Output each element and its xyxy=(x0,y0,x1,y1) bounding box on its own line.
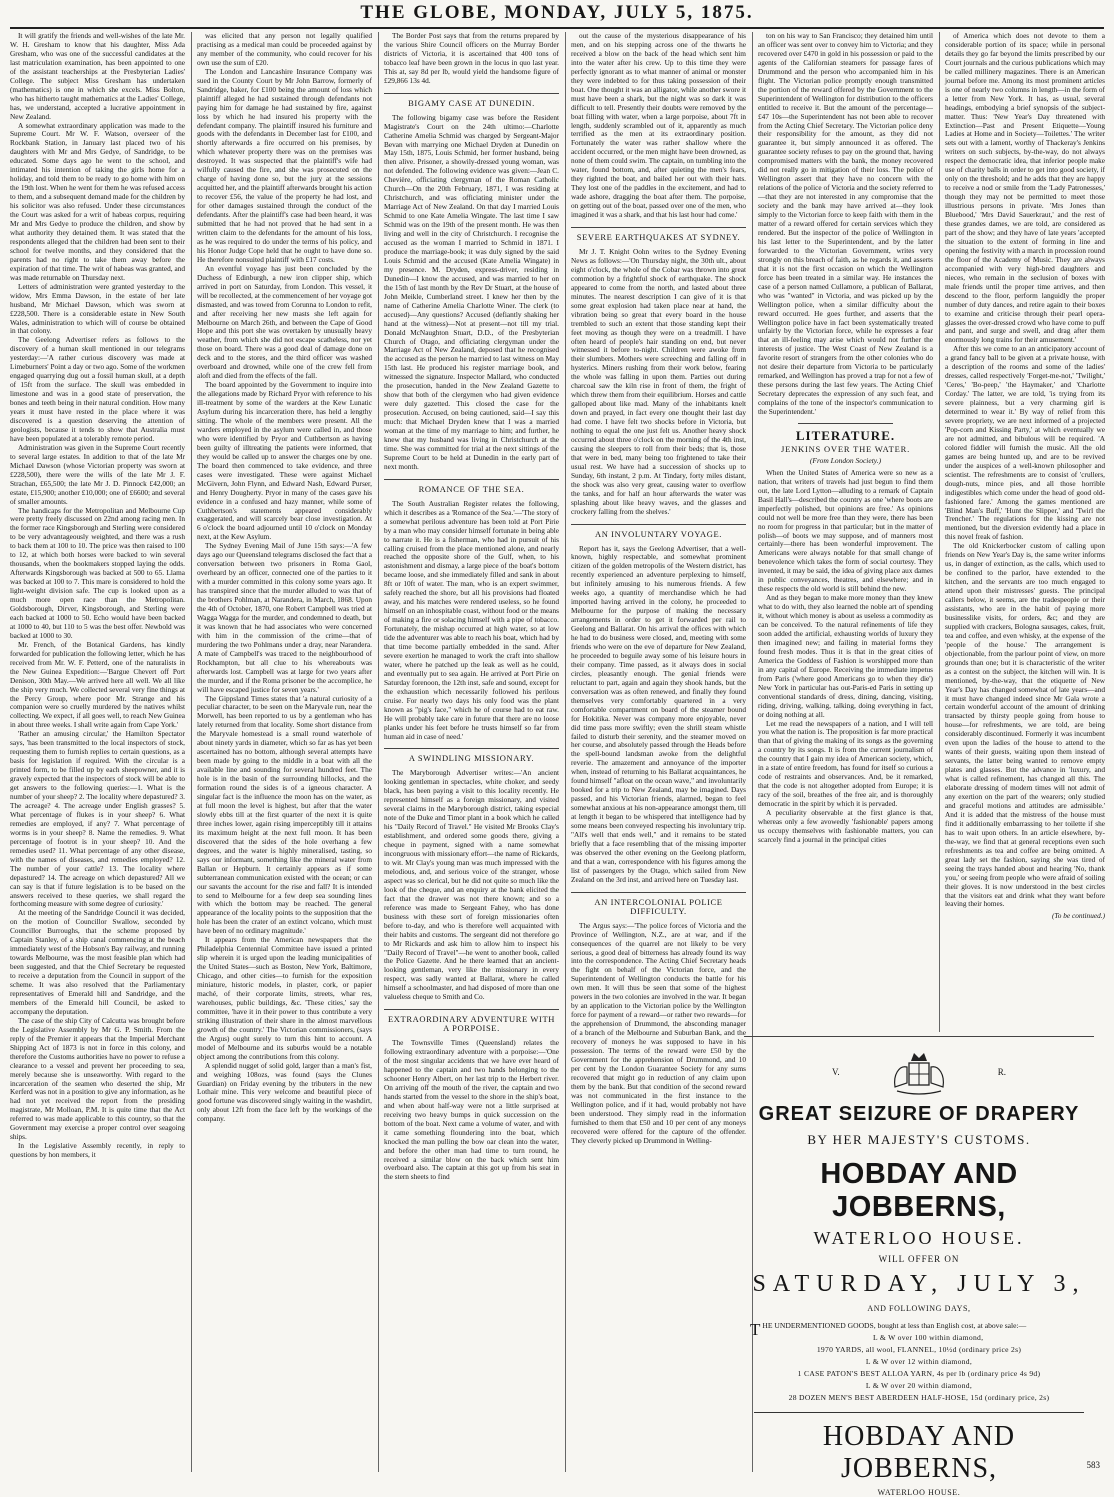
page-number: 583 xyxy=(1086,1460,1100,1470)
article-paragraph: was elicited that any person not legally qualified practising as a medical man could be proceeded against by any member of the community, who could recover for his own use the sum of £20. xyxy=(197,32,372,67)
article-paragraph: The Maryborough Advertiser writes:—'An ancient looking gentleman in spectacles, white choker, and seedy black, has been paying a visit to this locality recently. He represented himself as a foreign missionary, and visited several claims in the Maryborough district, taking especial note of the Duke and Timor plant in a book which he called his "Daily Record of Travel." He visited Mr Brooks Clay's establishment, and ordered some goods there, giving a cheque in payment, signed with a name somewhat incongruous with missionary effort—the name of Rickards, to wit. Mr Clay's young man was much impressed with the melodious, and, and serious voice of the stranger, whose aspect was so clerical, but he did not quite so much like the look of the cheque, and an enquiry at the bank elicited the fact that the drawer was not there known; and so a reference was made to Sergeant Fahey, who has done business with these sort of foreign missionaries often before to-day, and who is therefore well acquainted with their habits and customs. The sergeant did not therefore go to Mr Rickards and ask him to allow him to inspect his "Daily Record of Travel"—he went to another book, called the Police Gazette. And he there learned that an ancient-looking gentleman, very like the missionary in every respect, was sadly wanted at Ballarat, where he called himself a schoolmaster, and had disposed of more than one valueless cheque to Smith and Co. xyxy=(384,768,559,1002)
article-paragraph: The Townsville Times (Queensland) relates the following extraordinary adventure with a porpoise:—'One of the most singular accidents that we have ever heard of happened to the captain and two hands belonging to the schooner Henry Albert, on her last trip to the Herbert river. On arriving off the mouth of the river, the captain and two hands started from the vessel to the shore in the ship's boat, and when about half-way were not a little surprised at receiving two heavy bumps in quick succession on the bottom of the boat. Next came a volume of water, and with it came something floundering into the boat, which knocked the man pulling the bow oar clean into the water, and before the other man had time to turn round, he received a similar blow on the back which sent him overboard also. The captain at this got up from his seat in the stern sheets to find xyxy=(384,1038,559,1182)
ad-intro-text: HE UNDERMENTIONED GOODS, bought at less than English cost, at above sale:— xyxy=(762,1321,1027,1330)
article-paragraph: Let me read the newspapers of a nation, and I will tell you what the nation is. The proposition is far more practical than that of giving the making of its songs as the governing a country by its songs. It is from the current journalism of the country that I gain my idea of American society, which, in a state of entire freedom, has found for itself so curious a code of restraints and observances. And, be it remarked, that the code is not altogether adopted from Europe; it is racy of the soil, breathes of the free air, and is thoroughly democratic in the spirit by which it is pervaded. xyxy=(758,718,933,809)
article-paragraph: An eventful voyage has just been concluded by the Duchess of Edinburgh, a new iron clipper ship, which arrived in port on Saturday, from London. This vessel, it will be recollected, at the commencement of her voyage got dismasted, and was towed from Corunna to London to refit, and after receiving her new masts she left again for Melbourne on March 26th, and between the Cape of Good Hope and this port she was overtaken by unusually heavy weather, from which she did not escape scatheless, nor yet those on board. There was a good deal of damage done on deck and to the stores, and the third officer was washed overboard and drowned, while one of the crew fell from aloft and died from the effects of the fall. xyxy=(197,263,372,381)
ad-offer-text: WILL OFFER ON xyxy=(878,1254,960,1264)
continued-note: (To be continued.) xyxy=(1051,911,1105,921)
article-paragraph: of America which does not devote to them a considerable portion of its space; while in personal details they go far beyond the limits prescribed by our Court journals and the curious publications which may be called millinery magazines. There is an American journal before me. Among its most prominent articles is one of nearly two columns in length—in the form of a letter from New York. It has, as usual, several headings, embodying a brief synopsis of the subject-matter. Thus: 'New Year's Day threatened with Extinction—Past and Present Etiquette—Young Ladies at Home and in Society—Toilettes.' The writer sets out with a lament, worthy of Thackeray's Jenkins writers on such subjects, by-the-way, do not always respect the democratic idea, that inferior people make use of charity balls in order to get into good society, if only on the threshold; and he adds that they are happy to receive a nod or smile from the 'Lady Patronesses,' though they may not be permitted to meet those illustrious persons in private. 'Mrs Jones than Bluebood,' 'Mrs David Sauerkraut,' and the rest of these grandes dames, we are told, are considered as part of the show; and they have of late years 'accepted the situation to the extent of forming in line and opening the festivity with a march in procession round the floor of the Academy of Music. They are always accompanied with very high-bred daughters and nieces, who remain in the seclusion of boxes with male friends until the proper time arrives, and then descend to the floor, perform languidly the proper number of duty dances, and retire again to their boxes to examine and criticise through their pearl opera-glasses the over-dressed crowd who have come to puff and pant, and surge and swell, and drag after them enormously long trains for their amusement.' xyxy=(945,32,1105,345)
ad-headline: GREAT SEIZURE OF DRAPERY xyxy=(758,1103,1080,1125)
article-paragraph: ton on his way to San Francisco; they detained him until an officer was sent over to convey him to Victoria; and they recovered over £470 in gold in his possession or paid to the agents of the Californian steamers for passage fares of Drummond and the person who accompanied him in his flight. The Victorian police promptly enough transmitted the portion of the reward offered by the Government to the Superintendent of Wellington for distribution to the officers entitled to receive it. But the amount of the percentage—£47 10s—the Superintendent has not been able to recover from the Acting Chief Secretary. The Victorian police deny their responsibility for the amount, as they did not guarantee it, but simply announced it as offered. The guarantee society refuses to pay on the ground that, having compromised matters with the bank, the money recovered did not really go in mitigation of their loss. The police of Wellington assert that they have no concern with the relations of the police of Victoria and the society referred to—that they are not interested in any compromise that the society and the bank may have arrived at—they look simply to the Victorian force to keep faith with them in the matter of a reward offered for certain services which they rendered. But the inspector of the police of Wellington in his last letter to the Superintendent, and by the latter forwarded to the Victorian Government, writes very strongly on this breach of faith, as he regards it, and asserts that it is not the first occasion on which the Wellington force has been treated in a similar way. He instances the case of a person named Cullamore, a publican of Ballarat, who was "wanted" in Victoria, and was picked up by the Wellington police, when a similar difficulty about the reward occurred. He goes further, and asserts that the Wellington police have in fact been systematically treated unfairly by the Victorian force, while he expresses a fear that an ill-feeling may arise which would not further the interests of justice. The West Coast of New Zealand is a favorite resort of strangers from the other colonies who do not desire their departure from Victoria to be particularly remarked, and Wellington has proved a trap for not a few of these persons during the last few years. The Acting Chief Secretary deprecates the expression of any such feat, and complains of the tone of the inspector's communication to the Superintendent.' xyxy=(758,32,933,417)
article-paragraph: When the United States of America were so new as a nation, that writers of travels had just begun to find them out, the late Lord Lytton—alluding to a remark of Captain Basil Hall's—described the country as one 'where boots are imperfectly polished, but opinions are free.' As opinions could not well be more free than they were, there has been no room for progress in that particular; but in the matter of polish—of boots we may suppose, and of manners most certainly—there has been wonderful improvement. The Americans were always notable for that small change of benevolence which takes the form of social courtesy. They invented, it may be said, the idea of giving place aux dames in public conveyances, theatres, and elsewhere; and in these respects the old world is still behind the new. xyxy=(758,467,933,594)
article-paragraph: The case of the ship City of Calcutta was brought before the Legislative Assembly by Mr G. P. Smith. From the reply of the Premier it appears that the Imperial Merchant Shipping Act of 1873 is not in force in this colony, and therefore the Customs authorities have no power to refuse a clearance to a vessel and prevent her proceeding to sea, merely because she is unseaworthy. With regard to the incarceration of the seamen who deserted the ship, Mr Kerferd was not in a position to give any information, as he had not yet received the report from the presiding magistrate, Mr Molloan, P.M. It is quite time that the Act referred to was made applicable to this country, so that the Government may exercise a proper control over seagoing ships. xyxy=(10,1015,185,1142)
article-heading: ROMANCE OF THE SEA. xyxy=(384,479,559,494)
ad-subheadline: BY HER MAJESTY'S CUSTOMS. xyxy=(807,1132,1031,1147)
article-paragraph: It appears from the American newspapers that the Philadelphia Centennial Committee have issued a printed slip wherein it is urged upon the leading municipalities of the United States—such as Boston, New York, Baltimore, Chicago, and other cities—to furnish for the exposition miniature, historic models, in plaster, cork, or papier maché, of their corporate limits, streets, whar res, warehouses, public buildings, &c. 'These cities,' say the committee, 'have it in their power to thus contribute a very striking illustration of their share in the almost marvellous growth of the country.' The Victorian commissioners, (says the Argus) ought surely to turn this hint to account. A model of Melbourne and its suburbs would be a notable object among the contributions from this colony. xyxy=(197,935,372,1061)
article-heading: BIGAMY CASE AT DUNEDIN. xyxy=(384,93,559,108)
article-paragraph: After this we come to an an anticipatory account of a grand fancy ball to be given at a private house, with a description of the rooms and some of the ladies' dresses, called respectively 'Forget-me-not,' 'Twilight,' 'Ceres,' 'Bo-peep,' 'the Haymaker,' and 'Charlotte Corday.' The latter, we are told, 'is trying from its severe plainness, but a very charming girl is determined to wear it.' By way of relief from this severe propriety, we are next informed of a projected 'Pop-corn and Kissing Party,' at which eventually we are not admitted, and bibulous will be required. 'A colored fiddler will furnish the music. All the old games are being hunted up, and are to be revived under the auspices of a well-known philosopher and scientist. The refreshments are to consist of 'crullers, dough-nuts, mince pies, and all those horrible indigestibles which come under the head of good old-fashioned fare.' Among the games mentioned are 'Blind Man's Buff,' 'Hunt the Slipper,' and 'Twirl the Trencher.' The regulations for the kissing are not mentioned, but the diversion evidently had a place in this novel freak of fashion. xyxy=(945,344,1105,542)
section-rule xyxy=(798,423,893,424)
article-paragraph: In the Legislative Assembly recently, in reply to questions by hon members, it xyxy=(10,1141,185,1160)
column-6 xyxy=(939,32,1105,1032)
ad-footer-house: WATERLOO HOUSE. xyxy=(877,1488,961,1497)
column-2 xyxy=(191,32,372,1472)
ad-following-days: AND FOLLOWING DAYS, xyxy=(867,1304,971,1313)
article-paragraph: The Sydney Evening Mail of June 15th says:—'A few days ago our Queensland telegrams disclosed the fact that a conversation between two prisoners in Roma Gaol, overheard by an officer, connected one of the parties to it with a murder committed in this colony some years ago. It has transpired since that the murder alluded to was that of the brothers Pohlman, at Narandera, in March, 1868. Upon the 4th of October, 1870, one Robert Campbell was tried at Wagga Wagga for the murder, and condemned to death, but it was known that he had associates who were concerned with him in the commission of the crime—that of murdering the two Pohlmans under a dray, near Narandera. A mate of Campbell's was traced to the neighbourhood of Rockhampton, but all clue to his whereabouts was afterwards lost. Campbell was at large for two years after the murder, and if the Roma prisoner be the accomplice, he will have escaped justice for seven years.' xyxy=(197,541,372,694)
article-paragraph: The Gippsland Times states that 'a natural curiosity of a peculiar character, to be seen on the Maryvale run, near the Morwell, has been reported to us by a gentleman who has lately returned from that locality. Some short distance from the Maryvale homestead is a small round waterhole of about ninety yards in diameter, which so far as has yet been ascertained has no bottom, although several attempts have been made by going to the middle in a boat with all the available line and sounding for several hundred feet. The hole is in the basin of the surrounding hillocks, and the formation round the sides is of a igneous character. A singular fact is the influence the moon has on the water, as at full moon the level is highest, but after that the water slowly ebbs till at the first quarter of the next it is quite three inches lower, again rising imperceptibly till it attains its maximum height at the next full moon. It has been discovered that the sides of the hole overhang a few degrees, and the water is highly mineralised, tasting, so says our informant, something like the mineral water from Ballan or Hepburn. It certainly appears as if some subterranean communication existed with the ocean; or can our savants the account for the rise and fall? It is intended to send to Melbourne for a few deep sea sounding lines with which the bottom may be reached. The general appearance of the locality points to the supposition that the hole has been the crater of an extinct volcano, which must have been of no ordinary magnitude.' xyxy=(197,693,372,936)
ad-item: 1 CASE PATON'S BEST ALLOA YARN, 4s per lb (ordinary price 4s 9d) xyxy=(797,1369,1041,1378)
article-paragraph: It will gratify the friends and well-wishes of the late Mr. W. H. Gresham to know that his daughter, Miss Ada Gresham, who was one of the successful candidates at the last matriculation examination, has been appointed to one of the assistant teacherships at the Presbyterian Ladies' College. The subject Miss Gresham has undertaken (mathematics) is one in which she excels. Miss Bolton, who has hitherto taught mathematics at the Ladies' College, has, we understand, accepted a lucrative appointment in New Zealand. xyxy=(10,32,185,121)
ad-house-name: WATERLOO HOUSE. xyxy=(813,1228,1025,1248)
article-heading: EXTRAORDINARY ADVENTURE WITH A PORPOISE. xyxy=(384,1009,559,1033)
article-paragraph: The Argus says:—'The police forces of Victoria and the Province of Wellington, N.Z., are at war, and if the consequences of the quarrel are not likely to be very serious, a good deal of bitterness has already found its way into the correspondence. The Acting Chief Secretary heads the fight on behalf of the Victorian force, and the Superintendent of Wellington conducts the battle for his own men. It will thus be seen that some of the highest powers in the two colonies are involved in the war. It began by an application to the Victorian police by the Wellington force for payment of a reward—or rather two rewards—for the apprehension of Drummond, the absconding manager of a branch of the Melbourne and Suburban Bank, and the recovery of moneys he was supposed to have in his possession. The terms of the reward were £50 by the Government for the apprehension of Drummond, and 10 per cent by the London Guarantee Society for any sums recovered that might go in reduction of any claim upon them by the bank. But that condition of the second reward was not communicated in the first instance to the Wellington police, and if it had, would probably not have been understood. They simply read in the information furnished to them that £50 and 10 per cent of any moneys recovered were offered for the capture of the offender. They cleverly picked up Drummond in Welling- xyxy=(571,920,746,1145)
ad-firm-name: HOBDAY AND JOBBERNS, xyxy=(820,1158,1018,1223)
ad-date: SATURDAY, JULY 3, xyxy=(752,1271,1086,1297)
royal-crest-icon xyxy=(887,1047,951,1097)
ad-footer-firm: HOBDAY AND JOBBERNS, xyxy=(754,1412,1084,1485)
article-heading: LITERATURE. xyxy=(795,427,896,443)
article-paragraph: The handicaps for the Metropolitan and Melbourne Cup were pretty freely discussed on 22nd among racing men. In the former race Kingsborough and Sterling were considered to be very advantageously weighted, and there was a rush to back them at 100 to 10. The price was then raised to 100 to 12, at which both horses were backed to win several thousands, when the bookmakers stopped laying the odds. Afterwards Kingsborough was backed at 500 to 65. Llama was backed at 100 to 7. This mare is considered to hold the light-weight division safe. The cup is looked upon as a much more open race than the Metropolitan. Goldsborough, Dirver, Kingsborough, and Sterling were each backed at 1000 to 50. Echo would have been backed at 1000 to 40, but 110 to 5 was the best offer. Newbold was backed at 1000 to 30. xyxy=(10,505,185,640)
article-heading: AN INVOLUNTARY VOYAGE. xyxy=(571,524,746,539)
article-paragraph: A splendid nugget of solid gold, larger than a man's fist, and weighing 108ozs, was found (says the Clunes Guardian) on Friday evening by the tributers in the new Lothair mine. This very welcome and beautiful piece of good fortune was discovered singly waiting in the washdirt, only about 12ft from the face left by the workings of the company. xyxy=(197,1060,372,1124)
article-paragraph: The South Australian Register relates the following, which it describes as a 'Romance of the Sea.'—'The story of a somewhat perilous adventure has been told at Port Pirie by a man who may consider himself fortunate in being able to narrate it. He is a fisherman, who had in pursuit of his calling cruised from the place mentioned alone, and nearly reached the opposite shore of the Gulf, when, to his astonishment and dismay, a large piece of the boat's bottom became loose, and she immediately filled and sank in about 8ft or 10ft of water. The man, who is an expert swimmer, safely reached the shore, but all his provisions had floated away, and his matches were rendered useless, so he found himself on an inhospitable coast, without food or the means of making a fire or solacing himself with a pipe of tobacco. Fortunately, the mishap occurred at high water, so at low tide the adventurer was able to reach his boat, which had by that time become partially embedded in the sand. After severe exertion he managed to work the craft into shallow water, where he patched up the leak as well as he could, and eventually put to sea again. He arrived at Port Pirie on Saturday forenoon, the 12th inst, safe and sound, except for the exhaustion which necessarily followed his perilous cruise. For nearly two days his only food was the plant known as "pig's face," which he of course had to eat raw. He will probably take care in future that there are no loose planks under his feet before he trusts himself so far from human aid in case of need.' xyxy=(384,498,559,741)
masthead xyxy=(0,0,1114,26)
article-paragraph: And as they began to make more money than they knew what to do with, they also learned the noble art of spending it, without which money is about as useless a commodity as can be conceived. To the natural refinements of life they soon added the artificial, exhausting worlds of luxury they then imagined new; and failing in material forms they found fresh modes. Thus it is that in the great cities of America the Goddess of Fashion is worshipped more than in any capital of Europe. Receiving the immediate impetus from Paris ('where good Americans go to when they die') New York in particular has out-Paris-ed Paris in setting up conventional standards of dress, dining, dancing, visiting, riding, driving, walking, talking, doing everything in fact, or doing nothing at all. xyxy=(758,593,933,719)
article-paragraph: Mr. French, of the Botanical Gardens, has kindly forwarded for publication the following letter, which he has received from Mr. W. F. Petterd, one of the naturalists in the New Guinea Expedition:—'Bargue Chevert off Port Denison, 30th May.—We arrived here all well. We all like the ship very much. We collected several very fine things at the Percy Group, where poor Mr. Strange and his companion were so cruelly murdered by the natives whilst collecting. We expect, if all goes well, to reach New Guinea in about three weeks. I shall write again from Cape York.' xyxy=(10,639,185,730)
cipher-v: V. xyxy=(832,1067,840,1077)
article-paragraph: out the cause of the mysterious disappearance of his men, and on his stepping across one of the thwarts he received a blow on the back of the head which sent him into the water after his crew. Up to this time they were perfectly ignorant as to what manner of animal or monster they were indebted to for thus taking possession of their boat. One thought it was an alligator, while another swore it must have been a shark, but the night was so dark it was difficult to tell. Presently their doubts were removed by the boat filling with water, when a large porpoise, about 7ft in length, suddenly scrambled out of it, apparently as much terrified as the men at its extraordinary position. Fortunately the water was rather shallow where the accident occurred, or the men might have been drowned, as none of them could swim. The captain, on tumbling into the water, found bottom, and, after quieting the men's fears, they righted the boat, and bailed her out with their hats. They lost one of the paddles in the excitement, and had to wade ashore, dragging the boat after them. The porpoise, on getting out of the boat, passed over one of the men, who imagined it was a shark, and that his last hour had come.' xyxy=(571,32,746,220)
article-paragraph: The old Knickerbocker custom of calling upon friends on New Year's Day is, the same writer informs us, in danger of extinction, as the calls, which used to be confined to the parlor, have extended to the kitchen, and the servants are too much engaged to attend upon their mistresses' guests. The principal callers below, it seems, are the tradespeople or their assistants, who are in the habit of paying more businesslike visits, for orders, &c; and they are supplied with crackers, Bologna sausages, cakes, fruit, tea and coffee, and even whisky, at the expense of the 'people of the house.' The arrangement is objectionable, from the parlour point of view, on more grounds than one; but it is characteristic of the writer as a contest on the subject, the kitchen will win. It is mentioned, by-the-way, that the etiquette of New Year's Day has changed somewhat of late years—and it must have changed indeed since Mr Gala wrote a certain wonderful account of the amount of drinking transacted by thirsty people going from house to house—for refreshments, we are told, are being considerably discontinued. Formerly it was incumbent even upon the ladies of the house to attend to the wants of their guests, waiting upon them instead of servants, the latter being wanted to remove empty plates and glasses. But the advance in 'luxury, and what is called refinement, has changed all this. The elaborate dressing of modern times will not admit of any exertion on the part of the wearers; only studied and graceful motions and attitudes are admissible.' And it is added that the mistress of the house must find it additionally embarrassing to her toilette if she has to wait upon others. In an article elsewhere, by-the-way, we find that at general receptions even such refreshments as tea and coffee are being omitted. A great lady set the fashion, saying she was tired of seeing the trays handed about and hearing 'No, thank you,' or seeing from people who were afraid of soiling their gloves. It is now understood in the best circles that the visitors eat and drink what they want before leaving their homes. xyxy=(945,541,1105,909)
article-paragraph: Mr J. T. Knight Oohn writes to the Sydney Evening News as follows:—'On Thursday night, the 30th ult., about eight o'clock, the whole of the Cobar was thrown into great commotion by a frightful shock of earthquake. The shock appeared to come from the north, and lasted about three minutes. The nearest description I can give of it is that some great explosion had taken place near at hand, the vibration being so great that every board in the house trembled to such an extent that those standing kept their feet moving as though they were on a treadmill. I have often heard of people's hair standing on end, but never witnessed it before to-night. Children were awoke from their slumbers. Mothers were screeching and falling off in hysterics. Miners rushing from their work below, fearing the whole was falling in upon them. Parties out during charcoal saw the kiln rise in front of them, the fright of which threw them from their equilibrium. Horses and cattle galloped about like mad. Many of the inhabitants knelt down and prayed, in fact every one thought their last day had come. I have felt two shocks before in Victoria, but nothing to equal the one just felt us. Another heavy shock occurred about three o'clock on the morning of the 4th inst, causing the sleepers to roll from their beds; that is, those that were in bed, many being too frightened to take their usual rest. We have had a succession of shocks up to Sunday, 6th instant, 2 p.m. At Tindary, forty miles distant, the shock was also very great, causing water to overflow the tanks, and for half an hour afterwards the water was splashing about like heavy waves, and the glasses and crockery falling from the shelves.' xyxy=(571,246,746,516)
article-paragraph: 'Rather an amusing circular,' the Hamilton Spectator says, 'has been transmitted to the local inspectors of stock, requesting them to furnish replies to certain questions, as a basis for legislation if required. With the circular is a printed form, to be filled up by each sheepowner, and it is gravely expected that the inspectors of stock will be able to get answers to the following queries:—1. What is the number of your sheep? 2. The locality where depastured? 3. The acreage? 4. The acreage under English grasses? 5. What percentage of flukes is in your sheep? 6. What remedies are employed, if any? 7. What percentage of worms is in your sheep? 8. Name the remedies. 9. What percentage of footrot is in your sheep? 10. And the remedies used? 11. What percentage of any other disease, with the names of diseases, and remedies employed? 12. The number of your cattle? 13. The locality where depastured? 14. The acreage on which depastured? All we can say is that if future legislation is to be based on the answers received to these queries, we shall regard the forthcoming measure with some degree of curiosity.' xyxy=(10,729,185,909)
article-paragraph: The Geelong Advertiser refers as follows to the discovery of a human skull mentioned in our telegrams yesterday:—'A rather curious discovery was made at Limeburners' Point a day or two ago. Some of the workmen engaged quarrying dug out a fossil human skull, at a depth of 15ft from the surface. The skull was embedded in limestone and was in a good state of preservation, the bones and teeth being in their natural condition. How many years it must have rested in the place where it was discovered is a question deserving the attention of geologists, because it tends to show that Australia must have been populated at a tolerably remote period. xyxy=(10,335,185,443)
article-paragraph: Report has it, says the Geelong Advertiser, that a well-known, highly respectable, and somewhat prominent citizen of the golden metropolis of the Western district, has recently experienced an adventure perplexing to himself, but infinitely amusing to his numerous friends. A few weeks ago, a quantity of merchandise which he had imported having arrived in the colony, he proceeded to Melbourne for the purpose of making the necessary arrangements in order to get it forwarded per rail to Geelong and Ballarat. On his arrival the offices with which he had to do business were closed, and, meeting with some friends who were on the eve of departure for New Zealand, he proceeded to beguile away some of his leisure hours in their company. Time passed, as it always does in social circles, pleasantly enough. The genial friends were reluctant to part, again and again they shook hands, but the conversation was as often renewed, and finally they found themselves very comfortably quartered in a very comfortable compartment on board of the steamer bound for Hokitika. Never was company more enjoyable, never did time pass more swiftly; even the shrill steam whistle failed to disturb their serenity, and the steamer moved on her course, and absolutely passed through the Heads before the spell-bound landsman awoke from the delightful reverie. The amazement and annoyance of the importer when, instead of returning to his Ballarat acquaintances, he found himself "afloat on the ocean wave," and involuntarily booked for a trip to New Zealand, may be imagined. Days passed, and his Victorian friends, alarmed, began to feel somewhat anxious at his non-appearance amongst them, till at length it began to be whispered that intelligence had by some means been conveyed respecting his involuntary trip. "All's well that ends well," and it remains to be stated briefly that a face resembling that of the missing importer was observed the other evening on the Geelong platform, and that a wan, correspondence with his figures among the list of passengers by the Otago, which sailed from New Zealand on the 3rd inst, and arrived here on Tuesday last. xyxy=(571,543,746,884)
ad-dropcap: T xyxy=(750,1320,761,1339)
ad-item: 1970 YARDS, all wool, FLANNEL, 10½d (ordinary price 2s) xyxy=(816,1345,1022,1354)
ad-item-list xyxy=(744,1333,1094,1402)
literature-subheading: JENKINS OVER THE WATER. xyxy=(780,443,911,454)
article-heading: SEVERE EARTHQUAKES AT SYDNEY. xyxy=(571,227,746,242)
ad-item: L & W over 20 within diamond, xyxy=(865,1381,973,1390)
article-paragraph: The London and Lancashire Insurance Company was sued in the County Court by Mr John Barrow, formerly of Sandridge, baker, for £100 being the amount of loss which plaintiff alleged he had sustained through defendants not paying him for damage he had sustained by fire, against loss by which he had insured his property with the defendant company. The plaintiff insured his furniture and goods with the defendants in December last for £100, and shortly afterwards a fire occurred on his premises, by which whatever property there was on the premises was destroyed. It was suspected that the plaintiff's wife had wilfully caused the fire, and she was prosecuted on the charge of having done so, but the jury at the sessions acquitted her, and the plaintiff afterwards brought his action to recover £56, the value of the property he had lost, and for other damages sustained through the conduct of the defendants. After the plaintiff's case had been heard, it was submitted that he had not proved that he had sent in a written claim to the defendants for the amount of his loss, as he was required to do under the terms of his policy, and his Honor Judge Cope held that he ought to have done so. He therefore nonsuited plaintiff with £17 costs. xyxy=(197,66,372,264)
cipher-r: R. xyxy=(997,1067,1006,1077)
article-paragraph: The Border Post says that from the returns prepared by the various Shire Council officers on the Murray Border districts of Victoria, it is ascertained that 400 tons of tobacco leaf have been grown in the locus in quo last year. This at, say 8d per lb, would yield the handsome figure of £29,866 13s 4d. xyxy=(384,32,559,85)
article-paragraph: A peculiarity observable at the first glance is that, whereas only a few avowedly 'fashionable' papers among us occupy themselves with fashionable matters, you can scarcely find a journal in the principal cities xyxy=(758,808,933,844)
royal-cipher xyxy=(744,1037,1094,1097)
column-1 xyxy=(10,32,185,1472)
article-paragraph: The board appointed by the Government to inquire into the allegations made by Richard Pryor with reference to his ill-treatment by some of the warders at the Kew Lunatic Asylum during his incarceration there, has held a lengthy sitting. The whole of the members were present. All the warders employed in the asylum were called in, and those who were identified by Pryor and Cuthbertson as having been guilty of illtreating the patients were informed, that they would be called up to answer the charges one by one. The board then commenced to take evidence, and three cases were investigated. These were against Michael McGivern, John Flynn, and Edward Nash, Edward Purser, and Henry Dougherty. Pryor in many of the cases gave his evidence in a confused and hazy manner, while some of Cuthbertson's statements appeared considerably exaggerated, and will scarcely bear close investigation. At 6 o'clock the board adjourned until 10 o'clock on Monday next, at the Kew Asylum. xyxy=(197,380,372,542)
ad-item: L & W over 100 within diamond, xyxy=(873,1333,984,1342)
article-paragraph: The following bigamy case was before the Resident Magistrate's Court on the 24th ultimo:—Charlotte Catherine Amelia Schmid was charged by Sergeant-Major Bevan with marrying one Michael Dryden at Dunedin on May 15th, 1875, Louis Schmid, her former husband, being then alive. Prisoner, a showily-dressed young woman, was not defended. The following evidence was given:—Jean C. Chevière, officiating clergyman of the Roman Catholic Church—On the 20th February, 1871, I was residing at Christchurch, and was officiating minister under the Marriage Act of New Zealand. On that day I married Louis Schmid to one Kate Amelia Wingate. The last time I saw Schmid was on the 19th of the present month. He was then living and well in the city of Christchurch. I recognise the accused as the woman I married to Schmid in 1871. I produce the marriage-book; it was duly signed by the said Louis Schmid and the accused (Kate Amelia Wingate) in my presence. M. Dryden, express-driver, residing in Dunedin—I know the accused, and was married to her on the 15th of last month by the Rev Dr Stuart, at the house of John Meikle, Cumberland street. I knew her then by the name of Catherine Amelia Charlotte Winer. The clerk (to accused)—Any questions? Accused (defiantly shaking her hand at the witness)—Not at present—not till my trial. Donald McNaughton Stuart, D.D., of the Presbyterian Church of Otago, and officiating clergyman under the Marriage Act of New Zealand, deposed that he recognised the accused as the person he married to last witness on May 15th last. He produced his register marriage book, and witnessed the signature. Inspector Mallard, who conducted the prosecution, handed in the New Zealand Gazette to show that both of the clergymen who had given evidence were duly gazetted. This closed the case for the prosecution. Accused, on being cautioned, said—I say this much: that Michael Dryden knew that I was a married woman at the time of my marriage to him; and further, he knew that my husband was living in Christchurch at the time. She was committed for trial at the next sittings of the Supreme Court to be held at Dunedin in the early part of next month. xyxy=(384,112,559,471)
column-4 xyxy=(565,32,746,1472)
article-paragraph: At the meeting of the Sandridge Council it was decided, on the motion of Councillor Swallow, seconded by Councillor Burroughs, that the scheme proposed by Captain Stanley, of a ship canal commencing at the beach immediately west of the Hobson's Bay railway, and running towards Melbourne, was the most feasible plan which had been suggested, and that the Chief Secretary be requested to receive a deputation from the Council in support of the scheme. It was also resolved that the Parliamentary representatives of Emerald hill and Sandridge, and the members of the Emerald hill Council, be asked to accompany the deputation. xyxy=(10,908,185,1016)
article-paragraph: Letters of administration were granted yesterday to the widow, Mrs Emma Dawson, in the estate of her late husband, Mr Michael Dawson, which was sworn at £228,500. There is a considerable estate in New South Wales, administration to which will of course be obtained in that colony. xyxy=(10,281,185,336)
literature-source: (From London Society.) xyxy=(809,455,882,465)
masthead-title: THE GLOBE, MONDAY, JULY 5, 1875. xyxy=(360,2,754,23)
article-paragraph: Administration was given in the Supreme Court recently to several large estates. In addition to that of the late Mr Michael Dawson (whose Victorian property was sworn at £228,500), there were the wills of the late Mr J. F. Strachan, £65,500; the late Mr J. D. Pinnock £42,000; an estate, £15,900; another £10,000; one of £6600; and several of smaller amounts. xyxy=(10,442,185,506)
article-heading: AN INTERCOLONIAL POLICE DIFFICULTY. xyxy=(571,892,746,916)
column-3 xyxy=(378,32,559,1472)
article-paragraph: A somewhat extraordinary application was made to the Supreme Court. Mr W. F. Watson, overseer of the Rockbank Station, in January last placed two of his daughters with Mr and Mrs Gedye, of Sandridge, to be educated. Some days ago he went to the school, and intimated his intention of taking the girls home for a holiday, and told them to be ready to go home with him on the 19th lost. When he went for them he was refused access to them, and a subsequent demand made for the children by his solicitor was also refused. Under these circumstances the Court was asked for a writ of habeas corpus, requiring Mr and Mrs Gedye to produce the children, and show by what authority they detained them. It was stated that the respondents alleged that the children had been sent to their school for twelve months, and they considered that the parents had no right to take them away before the expiration of that time. The writ of habeas was granted, and was made returnable on Thursday next. xyxy=(10,120,185,282)
masthead-rule xyxy=(10,27,1104,29)
ad-item: L & W over 12 within diamond, xyxy=(865,1357,973,1366)
ad-item: 28 DOZEN MEN'S BEST ABERDEEN HALF-HOSE, 15d (ordinary price, 2s) xyxy=(788,1393,1050,1402)
article-heading: A SWINDLING MISSIONARY. xyxy=(384,748,559,763)
